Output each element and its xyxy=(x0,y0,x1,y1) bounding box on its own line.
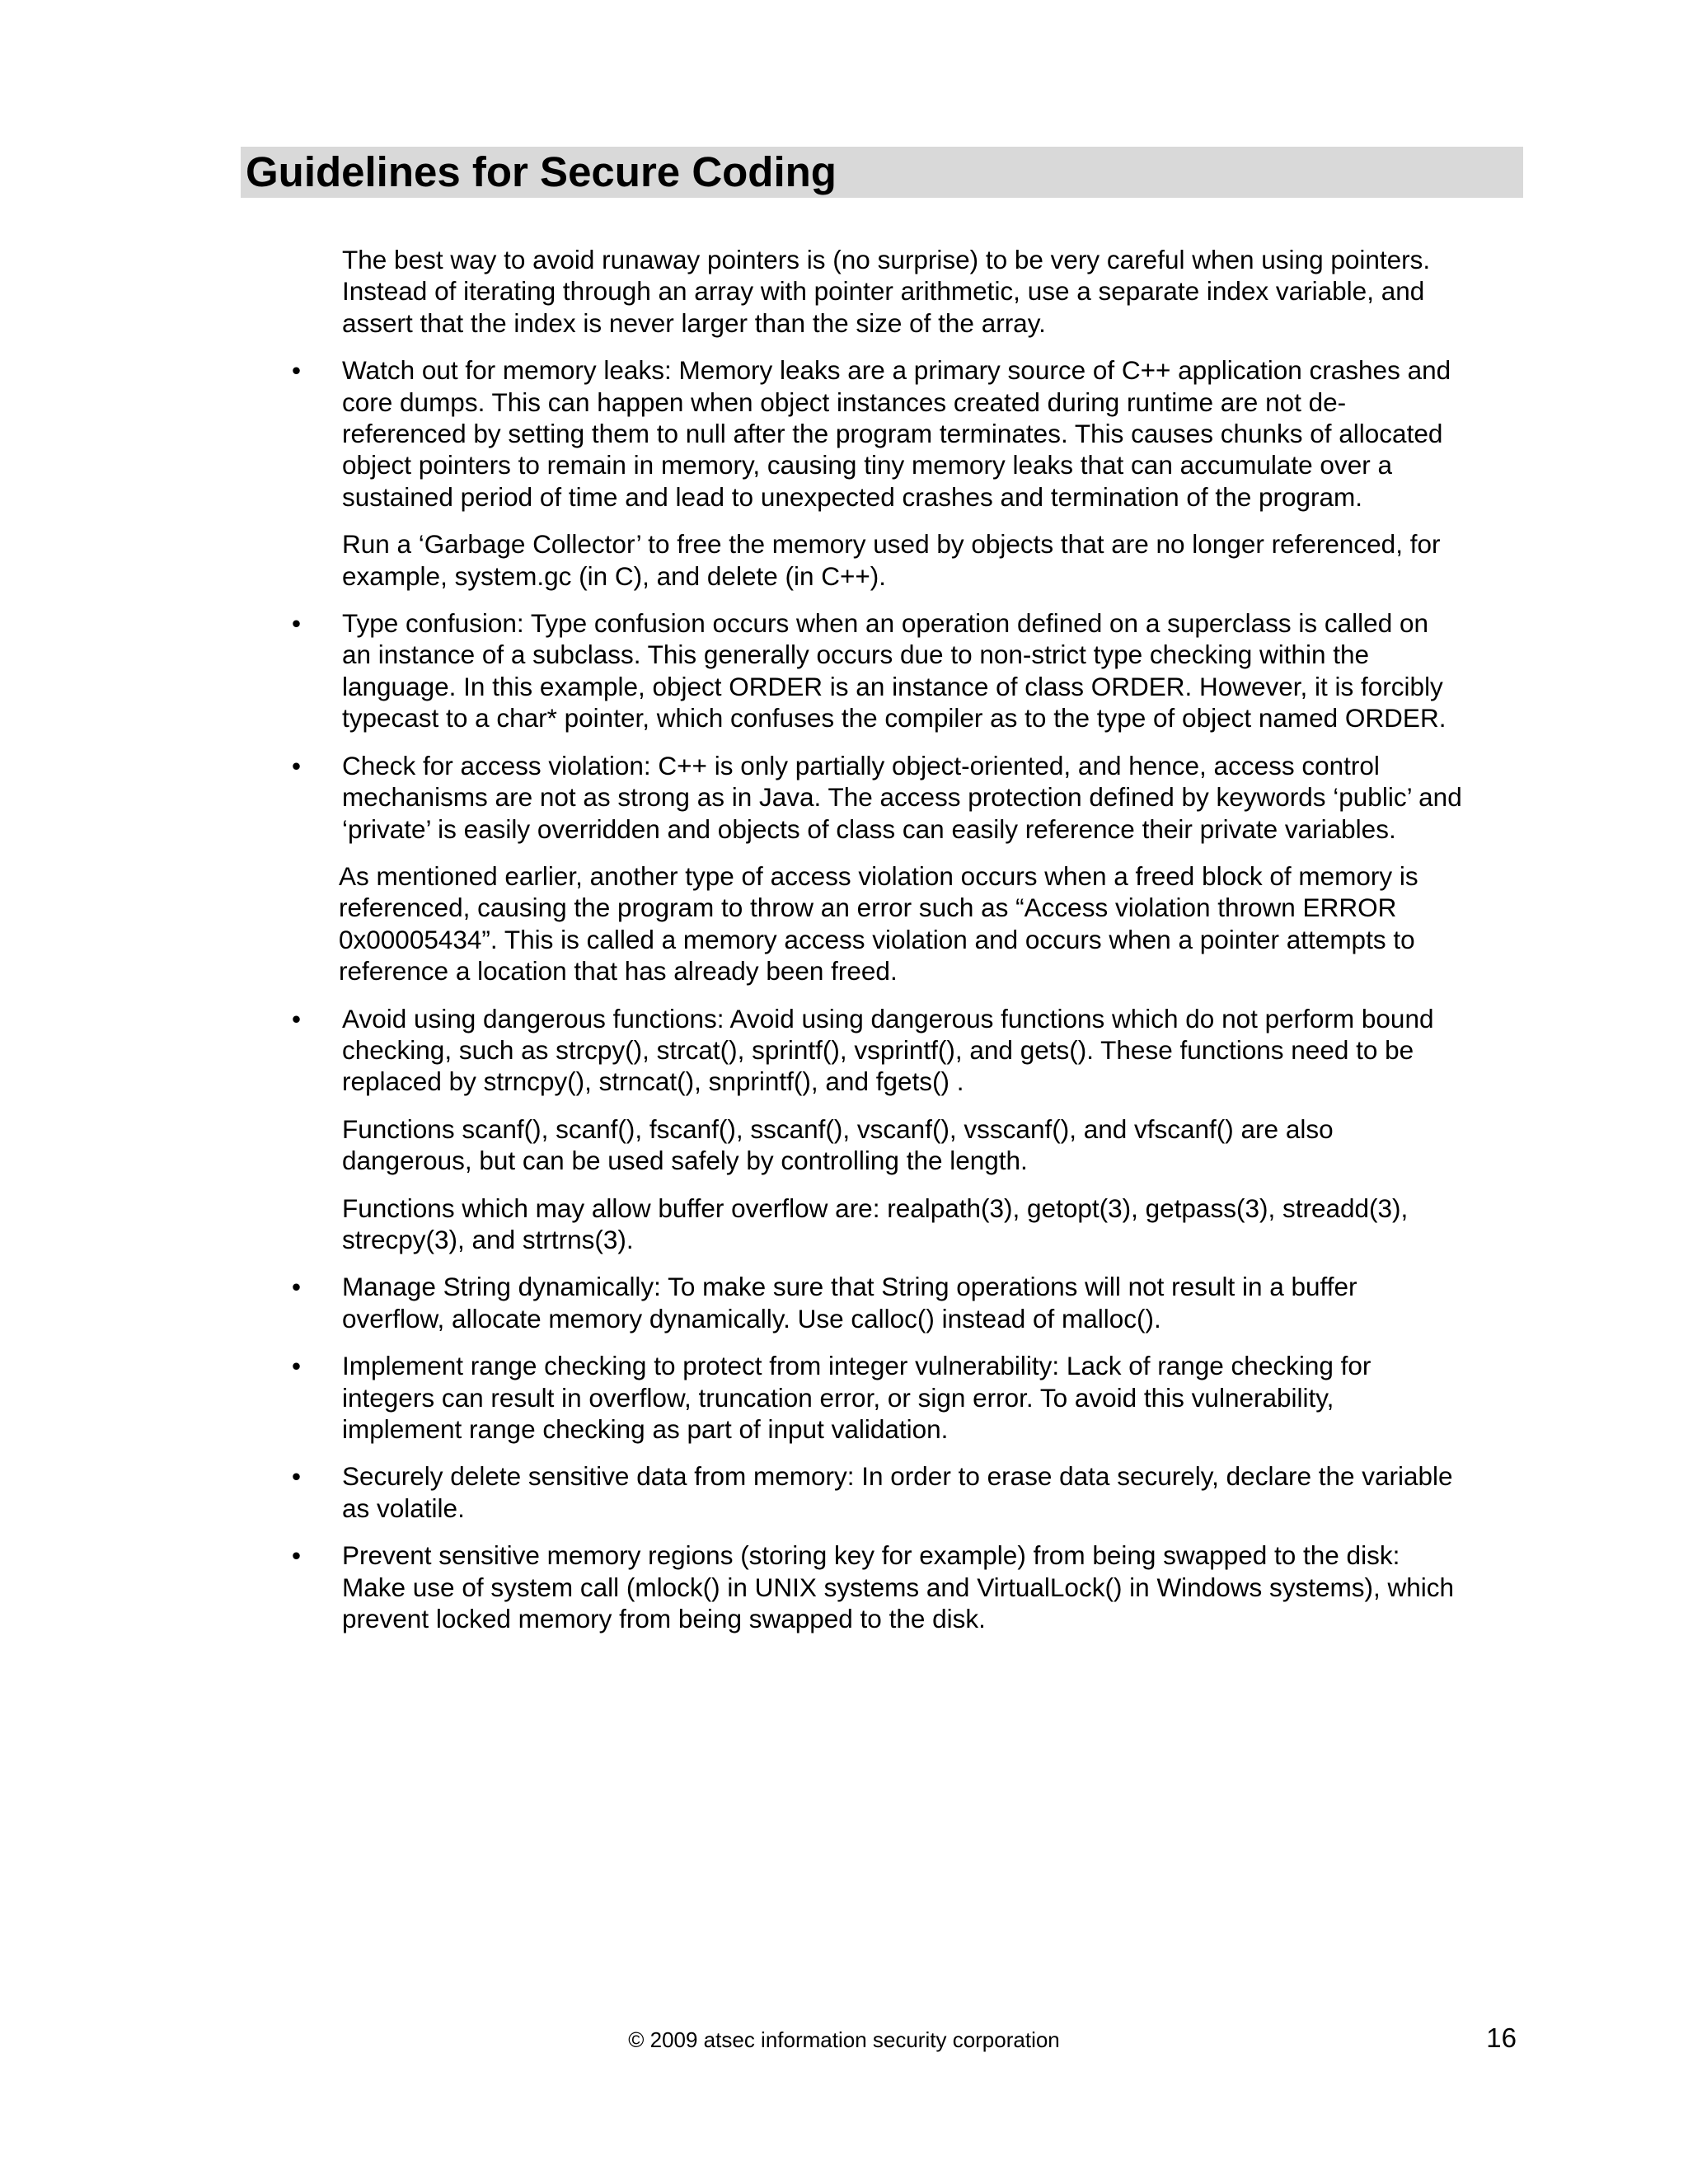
paragraph xyxy=(342,528,1529,592)
paragraph-line: The best way to avoid runaway pointers is (no surprise) to be very careful when using pointers. xyxy=(342,245,1431,274)
paragraph-line: reference a location that has already been freed. xyxy=(339,956,898,987)
paragraph-line: overflow, allocate memory dynamically. Use calloc() instead of malloc(). xyxy=(342,1303,1161,1333)
bullet-paragraph xyxy=(342,354,1529,513)
paragraph-line: as volatile. xyxy=(342,1493,465,1523)
paragraph-line: • Type confusion: Type confusion occurs when an operation defined on a superclass is called on xyxy=(342,608,1429,639)
paragraph-line: core dumps. This can happen when object instances created during runtime are not de- xyxy=(342,387,1347,417)
bullet-paragraph xyxy=(342,1540,1529,1634)
paragraph-line: prevent locked memory from being swapped to the disk. xyxy=(342,1604,986,1634)
paragraph xyxy=(342,1193,1529,1256)
paragraph-line: an instance of a subclass. This generally occurs due to non-strict type checking within the xyxy=(342,640,1370,670)
paragraph-line: • Watch out for memory leaks: Memory leaks are a primary source of C++ application crashes and xyxy=(342,355,1451,386)
paragraph-line: • Implement range checking to protect from integer vulnerability: Lack of range checking for xyxy=(342,1351,1372,1381)
paragraph-line: referenced by setting them to null after the program terminates. This causes chunks of allocated xyxy=(342,419,1443,449)
paragraph-line: Run a ‘Garbage Collector’ to free the memory used by objects that are no longer referenced, for xyxy=(342,529,1441,560)
paragraph-line: • Securely delete sensitive data from memory: In order to erase data securely, declare the variable xyxy=(342,1461,1453,1492)
paragraph-line: object pointers to remain in memory, causing tiny memory leaks that can accumulate over a xyxy=(342,450,1392,480)
page-title: Guidelines for Secure Coding xyxy=(246,148,837,195)
paragraph-line: ‘private’ is easily overridden and objects of class can easily reference their private variables. xyxy=(342,813,1396,844)
paragraph-line: Make use of system call (mlock() in UNIX systems and VirtualLock() in Windows systems), which xyxy=(342,1572,1455,1602)
paragraph-line: • Manage String dynamically: To make sure that String operations will not result in a buffer xyxy=(342,1272,1357,1302)
document-body xyxy=(339,244,1529,1650)
paragraph-line: • Avoid using dangerous functions: Avoid using dangerous functions which do not perform bound xyxy=(342,1003,1434,1033)
paragraph-line: checking, such as strcpy(), strcat(), sprintf(), vsprintf(), and gets(). These functions need to be xyxy=(342,1034,1414,1065)
paragraph-line: typecast to a char* pointer, which confuses the compiler as to the type of object named ORDER. xyxy=(342,703,1447,733)
title-bar xyxy=(241,147,1523,198)
paragraph xyxy=(339,860,1529,987)
paragraph-line: integers can result in overflow, truncation error, or sign error. To avoid this vulnerability, xyxy=(342,1382,1334,1413)
paragraph-line: replaced by strncpy(), strncat(), snprintf(), and fgets() . xyxy=(342,1066,964,1097)
bullet-paragraph xyxy=(342,1350,1529,1445)
bullet-paragraph xyxy=(342,1003,1529,1098)
paragraph-line: As mentioned earlier, another type of access violation occurs when a freed block of memory is xyxy=(339,860,1418,891)
paragraph-line: sustained period of time and lead to unexpected crashes and termination of the program. xyxy=(342,481,1363,512)
paragraph xyxy=(342,244,1529,339)
paragraph-line: referenced, causing the program to throw an error such as “Access violation thrown ERROR xyxy=(339,893,1397,923)
bullet-paragraph xyxy=(342,750,1529,845)
paragraph-line: example, system.gc (in C), and delete (in C++). xyxy=(342,560,887,591)
footer-copyright: © 2009 atsec information security corporation xyxy=(628,2027,1060,2052)
bullet-paragraph xyxy=(342,1271,1529,1334)
paragraph-line: Functions which may allow buffer overflow are: realpath(3), getopt(3), getpass(3), streadd(3), xyxy=(342,1193,1409,1223)
paragraph xyxy=(342,1113,1529,1177)
paragraph-line: Functions scanf(), scanf(), fscanf(), sscanf(), vscanf(), vsscanf(), and vfscanf() are also xyxy=(342,1113,1334,1144)
paragraph-line: strecpy(3), and strtrns(3). xyxy=(342,1224,634,1254)
paragraph-line: assert that the index is never larger than the size of the array. xyxy=(342,307,1046,338)
paragraph-line: implement range checking as part of input validation. xyxy=(342,1414,949,1444)
page-number: 16 xyxy=(1486,2022,1517,2053)
paragraph-line: mechanisms are not as strong as in Java. The access protection defined by keywords ‘public’ and xyxy=(342,782,1462,813)
bullet-paragraph xyxy=(342,1460,1529,1524)
paragraph-line: dangerous, but can be used safely by controlling the length. xyxy=(342,1146,1028,1176)
paragraph-line: language. In this example, object ORDER is an instance of class ORDER. However, it is forcibly xyxy=(342,671,1443,701)
bullet-paragraph xyxy=(342,607,1529,734)
paragraph-line: Instead of iterating through an array with pointer arithmetic, use a separate index variable, and xyxy=(342,276,1425,307)
paragraph-line: • Check for access violation: C++ is only partially object-oriented, and hence, access control xyxy=(342,750,1380,780)
paragraph-line: • Prevent sensitive memory regions (storing key for example) from being swapped to the disk: xyxy=(342,1540,1400,1571)
paragraph-line: 0x00005434”. This is called a memory access violation and occurs when a pointer attempts to xyxy=(339,924,1415,954)
